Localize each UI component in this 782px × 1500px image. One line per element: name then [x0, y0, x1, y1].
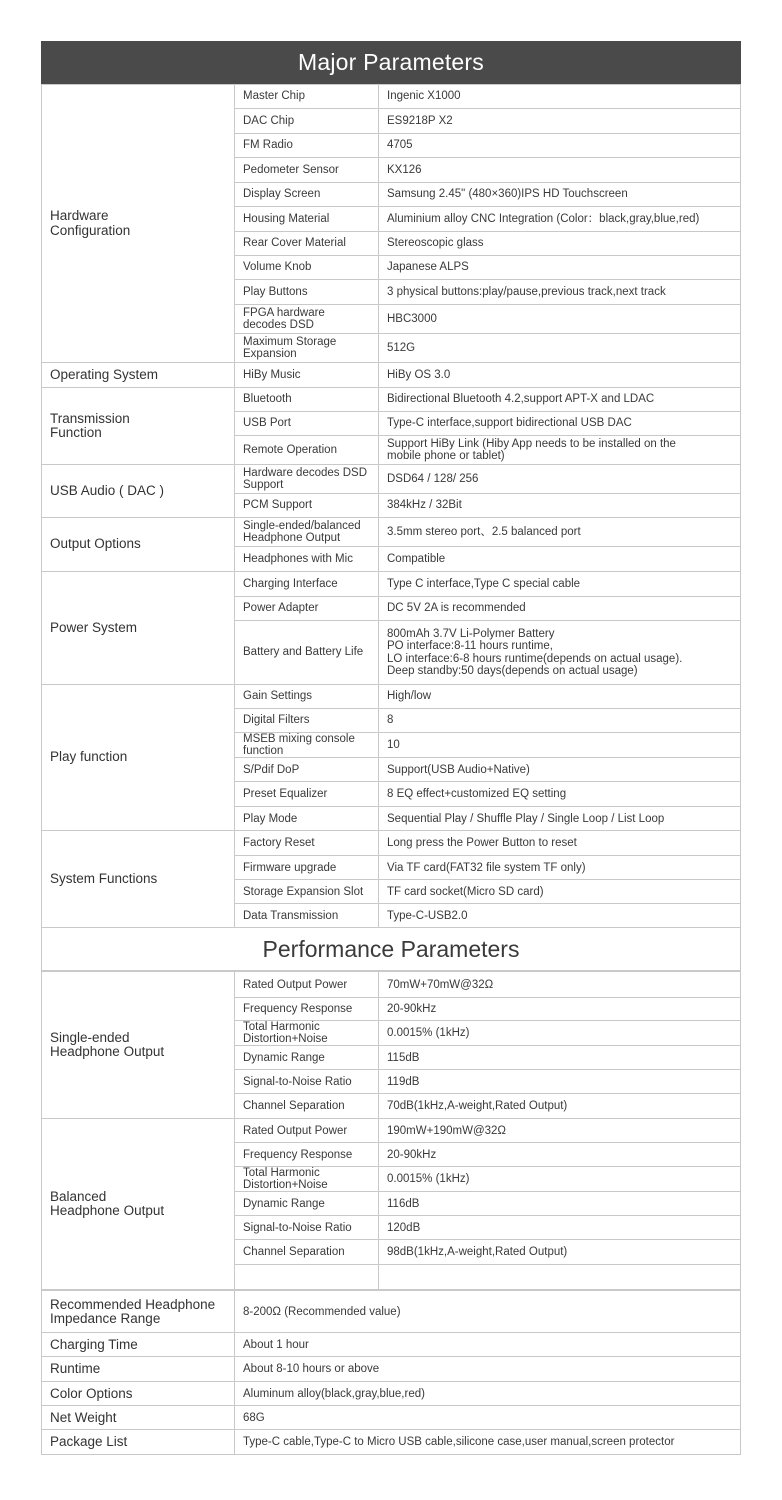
parameter-value: 0.0015% (1kHz)	[379, 1021, 741, 1046]
parameter-value: Type-C cable,Type-C to Micro USB cable,silicone case,user manual,screen protector	[235, 1430, 741, 1455]
table-row	[42, 1382, 741, 1406]
parameter-name	[235, 1265, 379, 1290]
category-label: Output Options	[42, 518, 235, 572]
table-row	[42, 572, 741, 597]
category-label: Operating System	[42, 363, 235, 388]
parameter-value: High/low	[379, 685, 741, 709]
parameter-name: Firmware upgrade	[235, 856, 379, 880]
parameter-value: Long press the Power Button to reset	[379, 831, 741, 856]
parameter-name: Hardware decodes DSD Support	[235, 465, 379, 494]
parameter-value: 512G	[379, 334, 741, 363]
parameter-value: Sequential Play / Shuffle Play / Single Loop / List Loop	[379, 807, 741, 831]
category-label: Transmission Function	[42, 388, 235, 465]
parameter-value: 3.5mm stereo port、2.5 balanced port	[379, 518, 741, 547]
parameter-name: Battery and Battery Life	[235, 621, 379, 685]
parameter-name: Data Transmission	[235, 904, 379, 928]
parameter-name: Play Mode	[235, 807, 379, 831]
parameter-name: Master Chip	[235, 85, 379, 109]
parameter-value: 70dB(1kHz,A-weight,Rated Output)	[379, 1094, 741, 1119]
table-row	[42, 831, 741, 856]
parameter-value: Stereoscopic glass	[379, 232, 741, 256]
parameter-value: Support(USB Audio+Native)	[379, 758, 741, 782]
parameter-value: Type-C-USB2.0	[379, 904, 741, 928]
parameter-name: Pedometer Sensor	[235, 158, 379, 183]
parameter-name: FM Radio	[235, 134, 379, 158]
parameter-value: 384kHz / 32Bit	[379, 494, 741, 518]
parameter-value: 20-90kHz	[379, 1143, 741, 1167]
parameter-name: Charging Interface	[235, 572, 379, 597]
parameter-name: Digital Filters	[235, 709, 379, 733]
parameter-name: Signal-to-Noise Ratio	[235, 1216, 379, 1240]
parameter-value: Ingenic X1000	[379, 85, 741, 109]
parameter-value: TF card socket(Micro SD card)	[379, 880, 741, 904]
category-label: Recommended Headphone Impedance Range	[42, 1291, 235, 1333]
parameter-value: 190mW+190mW@32Ω	[379, 1119, 741, 1143]
parameter-name: Factory Reset	[235, 831, 379, 856]
parameter-value: DSD64 / 128/ 256	[379, 465, 741, 494]
category-label: Package List	[42, 1430, 235, 1455]
parameter-name: MSEB mixing console function	[235, 733, 379, 758]
parameter-value: About 1 hour	[235, 1333, 741, 1357]
parameter-value: Aluminum alloy(black,gray,blue,red)	[235, 1382, 741, 1406]
parameter-name: Rear Cover Material	[235, 232, 379, 256]
category-label: Balanced Headphone Output	[42, 1119, 235, 1290]
parameter-value: 120dB	[379, 1216, 741, 1240]
parameter-name: Channel Separation	[235, 1240, 379, 1265]
parameter-value: About 8-10 hours or above	[235, 1357, 741, 1382]
parameter-name: Housing Material	[235, 207, 379, 232]
table-row	[42, 465, 741, 494]
category-label: Power System	[42, 572, 235, 685]
spec-sheet	[41, 41, 741, 1455]
performance-parameters-header	[41, 928, 741, 971]
parameter-name: Storage Expansion Slot	[235, 880, 379, 904]
general-specs-table	[41, 1290, 741, 1455]
parameter-name: USB Port	[235, 412, 379, 436]
parameter-name: Bluetooth	[235, 388, 379, 412]
parameter-value: Bidirectional Bluetooth 4.2,support APT-X and LDAC	[379, 388, 741, 412]
parameter-name: Channel Separation	[235, 1094, 379, 1119]
parameter-value: Japanese ALPS	[379, 256, 741, 280]
parameter-value: HBC3000	[379, 305, 741, 334]
parameter-name: Rated Output Power	[235, 1119, 379, 1143]
parameter-name: Frequency Response	[235, 998, 379, 1021]
category-label: Single-ended Headphone Output	[42, 972, 235, 1119]
table-row	[42, 972, 741, 998]
parameter-value: 8 EQ effect+customized EQ setting	[379, 782, 741, 807]
major-parameters-title: Major Parameters	[298, 49, 484, 75]
parameter-value: Type C interface,Type C special cable	[379, 572, 741, 597]
category-label: System Functions	[42, 831, 235, 928]
parameter-value: Type-C interface,support bidirectional USB DAC	[379, 412, 741, 436]
parameter-value: 4705	[379, 134, 741, 158]
category-label: Charging Time	[42, 1333, 235, 1357]
parameter-name: Gain Settings	[235, 685, 379, 709]
parameter-value: 10	[379, 733, 741, 758]
parameter-name: Headphones with Mic	[235, 547, 379, 572]
parameter-value: 20-90kHz	[379, 998, 741, 1021]
table-row	[42, 1291, 741, 1333]
parameter-value: 8	[379, 709, 741, 733]
parameter-value: Aluminium alloy CNC Integration (Color：black,gray,blue,red)	[379, 207, 741, 232]
parameter-name: HiBy Music	[235, 363, 379, 388]
table-row	[42, 1406, 741, 1430]
parameter-name: Single-ended/balanced Headphone Output	[235, 518, 379, 547]
parameter-name: Total Harmonic Distortion+Noise	[235, 1167, 379, 1192]
performance-parameters-table	[41, 971, 741, 1290]
parameter-name: Preset Equalizer	[235, 782, 379, 807]
parameter-value: DC 5V 2A is recommended	[379, 597, 741, 621]
table-row	[42, 388, 741, 412]
parameter-value: 800mAh 3.7V Li-Polymer Battery PO interface:8-11 hours runtime, LO interface:6-8 hours runtime(depends on actual usage). Deep standby:50 days(depends on actual usage)	[379, 621, 741, 685]
category-label: Runtime	[42, 1357, 235, 1382]
parameter-name: Volume Knob	[235, 256, 379, 280]
parameter-value: KX126	[379, 158, 741, 183]
parameter-value: 115dB	[379, 1046, 741, 1070]
parameter-value	[379, 1265, 741, 1290]
parameter-name: DAC Chip	[235, 109, 379, 134]
parameter-name: FPGA hardware decodes DSD	[235, 305, 379, 334]
parameter-value: ES9218P X2	[379, 109, 741, 134]
table-row	[42, 1430, 741, 1455]
table-row	[42, 685, 741, 709]
parameter-name: Frequency Response	[235, 1143, 379, 1167]
table-row	[42, 1357, 741, 1382]
parameter-name: Play Buttons	[235, 280, 379, 305]
parameter-name: S/Pdif DoP	[235, 758, 379, 782]
parameter-value: Via TF card(FAT32 file system TF only)	[379, 856, 741, 880]
category-label: Net Weight	[42, 1406, 235, 1430]
parameter-value: HiBy OS 3.0	[379, 363, 741, 388]
performance-parameters-title: Performance Parameters	[262, 935, 520, 962]
category-label: USB Audio ( DAC )	[42, 465, 235, 518]
parameter-name: Rated Output Power	[235, 972, 379, 998]
major-parameters-header	[41, 41, 741, 84]
table-row	[42, 363, 741, 388]
parameter-name: Remote Operation	[235, 436, 379, 465]
parameter-value: 98dB(1kHz,A-weight,Rated Output)	[379, 1240, 741, 1265]
category-label: Hardware Configuration	[42, 85, 235, 363]
parameter-value: 70mW+70mW@32Ω	[379, 972, 741, 998]
parameter-value: Compatible	[379, 547, 741, 572]
major-parameters-table	[41, 84, 741, 928]
parameter-name: Maximum Storage Expansion	[235, 334, 379, 363]
parameter-name: PCM Support	[235, 494, 379, 518]
table-row	[42, 1119, 741, 1143]
category-label: Color Options	[42, 1382, 235, 1406]
parameter-name: Dynamic Range	[235, 1046, 379, 1070]
table-row	[42, 518, 741, 547]
table-row	[42, 1333, 741, 1357]
parameter-name: Signal-to-Noise Ratio	[235, 1070, 379, 1094]
parameter-name: Power Adapter	[235, 597, 379, 621]
parameter-value: 116dB	[379, 1192, 741, 1216]
parameter-name: Display Screen	[235, 183, 379, 207]
parameter-value: 3 physical buttons:play/pause,previous track,next track	[379, 280, 741, 305]
parameter-value: 8-200Ω (Recommended value)	[235, 1291, 741, 1333]
parameter-name: Dynamic Range	[235, 1192, 379, 1216]
parameter-value: 68G	[235, 1406, 741, 1430]
parameter-name: Total Harmonic Distortion+Noise	[235, 1021, 379, 1046]
category-label: Play function	[42, 685, 235, 831]
table-row	[42, 85, 741, 109]
parameter-value: 119dB	[379, 1070, 741, 1094]
parameter-value: Support HiBy Link (Hiby App needs to be installed on the mobile phone or tablet)	[379, 436, 741, 465]
parameter-value: 0.0015% (1kHz)	[379, 1167, 741, 1192]
parameter-value: Samsung 2.45" (480×360)IPS HD Touchscreen	[379, 183, 741, 207]
